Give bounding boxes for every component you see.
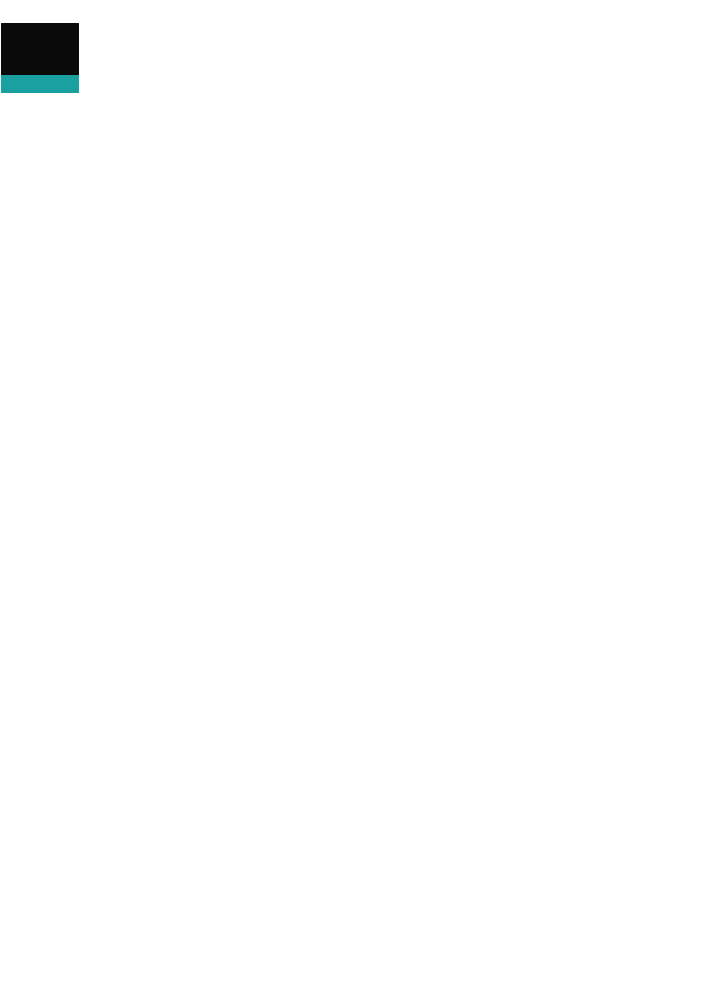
system-resin-label <box>1 75 79 93</box>
corner-cell <box>1 23 80 94</box>
header-row <box>1 23 716 94</box>
additives-table <box>0 22 716 94</box>
